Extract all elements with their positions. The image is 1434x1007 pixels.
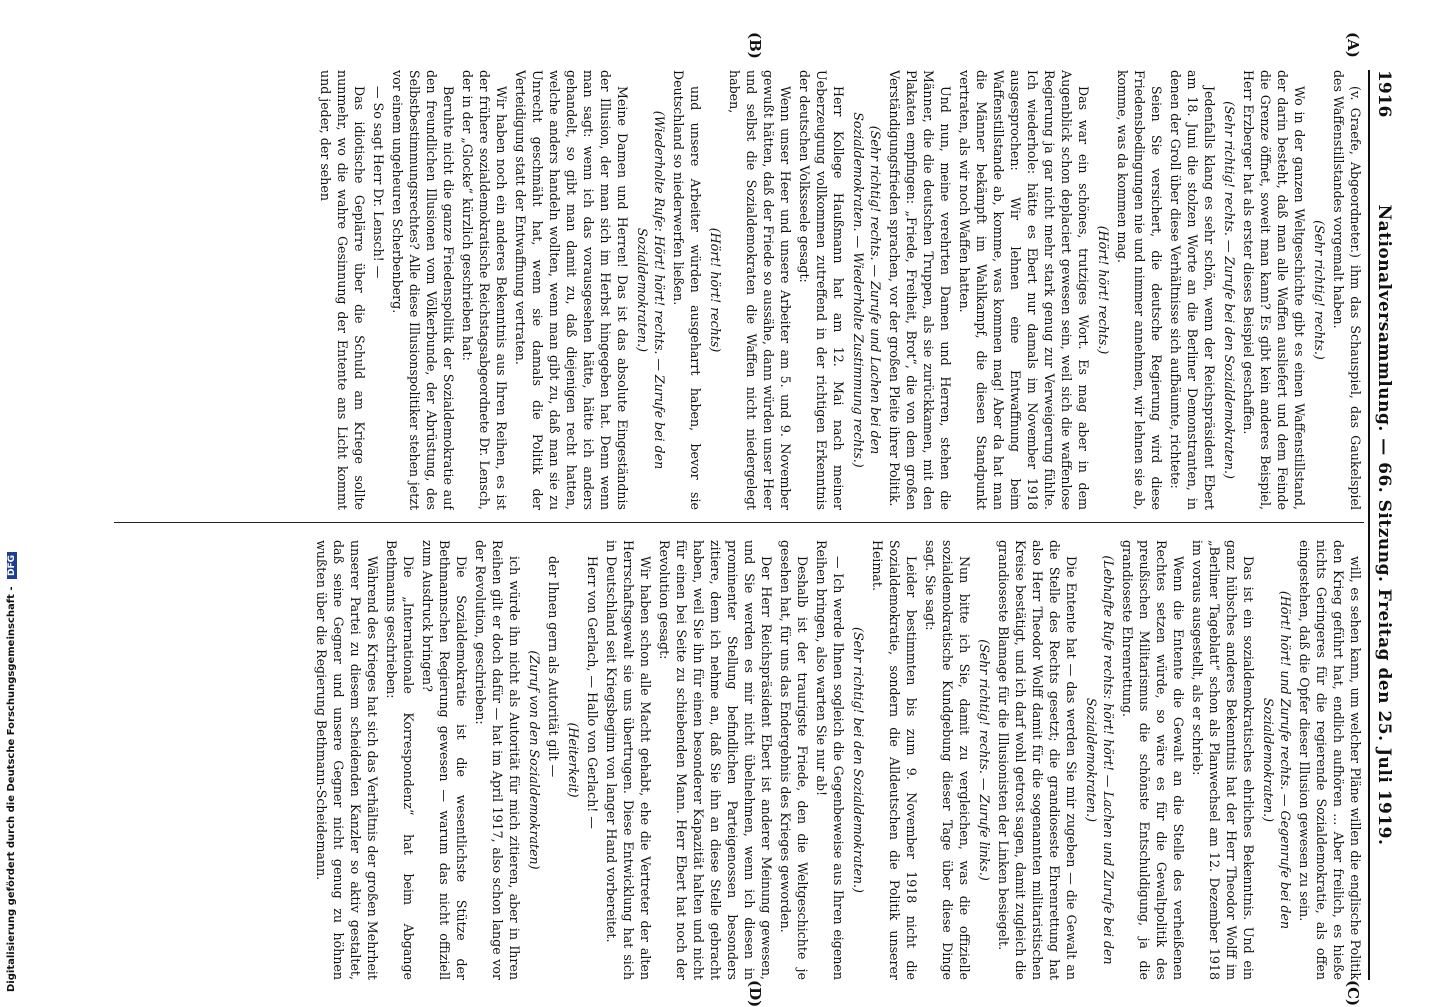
interjection-remark: (Sehr richtig! rechts.) <box>1312 220 1327 360</box>
text-paragraph: Wenn unser Heer und unsere Arbeiter am 5. und 9. November gewußt hätten, daß der Friede so aussähe, dann würden unser Heer und selbst die Sozialdemokraten die Waffen nicht niedergelegt haben, <box>727 70 793 510</box>
margin-mark-a: (A) <box>1344 32 1362 58</box>
margin-mark-c: (C) <box>1344 980 1362 1007</box>
text-paragraph: Herr von Gerlach, — Hallo von Gerlach! — <box>585 556 600 829</box>
text-paragraph: — So sagt Herr Dr. Lensch! — <box>371 86 386 279</box>
text-paragraph: Beruhte nicht die ganze Friedenspolitik der Sozialdemokratie auf den freundlichen Illusionen vom Völkerbunde, der Abrüstung, des Selbstbestimmungsrechtes? Alle diese Illusionspolitiker stehen jetzt vor einem ungeheuren Scherbenberg. <box>390 70 456 510</box>
text-paragraph: Seien Sie versichert, die deutsche Regierung wird diese Friedensbedingungen nie und nimmer annehmen, wir lehnen sie ab, komme, was da kommen mag. <box>1115 70 1164 510</box>
text-paragraph: Herr Kollege Haußmann hat am 12. Mai nach meiner Ueberzeugung vollkommen zutreffend in der richtigen Erkenntnis der deutschen Volksseele gesagt: <box>797 70 846 510</box>
interjection-remark: (Wiederholte Rufe: Hört! hört! rechts. — Zurufe bei den Sozialdemokraten.) <box>635 110 667 470</box>
text-paragraph: Nun bitte ich Sie, damit zu vergleichen, was die offizielle sozialdemokratische Kundgebung dieser Tage über diese Dinge sagt. Sie sagt: <box>923 540 972 980</box>
interjection-remark: (Hört! hört! rechts.) <box>1096 225 1111 355</box>
text-paragraph: Wo in der ganzen Weltgeschichte gibt es einen Waffenstillstand, der darin besteht, daß man alle Waffen ausliefert und dem Feinde die Grenze öffnet, soweit man kann? Es gibt kein anderes Beispiel, Herr Erzberger hat als erster dieses Beispiel geschaffen. <box>1241 70 1307 510</box>
interjection-remark: (Sehr richtig! bei den Sozialdemokraten.) <box>851 627 866 893</box>
margin-mark-b: (B) <box>746 32 764 59</box>
text-paragraph: (v. Graefe, Abgeordneter.) ihm das Schauspiel, das Gaukelspiel des Waffenstillstandes vorgemalt haben. <box>1331 70 1363 510</box>
text-paragraph: Und nun, meine verehrten Damen und Herren, stehen die Männer, die die deutschen Truppen, als sie zurückkamen, mit den Plakaten empfingen: „Friede, Freiheit, Brot“, die von dem großen Verständigungsfrieden sprachen, vor der großen Pleite ihrer Politik. <box>887 70 953 510</box>
text-paragraph: der Ihnen gern als Autorität gilt — <box>546 556 561 778</box>
text-paragraph: ich würde ihn nicht als Autorität für mich zitieren, aber in Ihren Reihen gilt er doch dafür — hat im April 1917, also schon lange vor der Revolution, geschrieben: <box>473 540 522 980</box>
interjection-remark: (Hört! hört! und Zurufe rechts. — Gegenrufe bei den Sozialdemokraten.) <box>1261 590 1293 930</box>
page-header-title: Nationalversammlung. — 66. Sitzung. Freitag den 25. Juli 1919. <box>1374 204 1394 846</box>
text-paragraph: Wenn die Entente die Gewalt an die Stelle des verheißenen Rechtes setzen würde, so wäre es für die Gewaltpolitik des preußischen Militarismus die schönste Entschuldigung, ja die grandioseste Ehrenrettung. <box>1120 540 1186 980</box>
dfg-logo-icon: DFG <box>7 552 17 579</box>
text-paragraph: Der Herr Reichspräsident Ebert ist anderer Meinung gewesen, und Sie werden es mir nicht übelnehmen, wenn ich diesen in prominenter Stellung befindlichen Parteigenossen besonders zitiere, denn ich nehme an, daß Sie ihn an diese Stelle gebracht haben, weil Sie ihn für einen besonderer Kapazität halten und nicht für einen bei Seite zu schiebenden Mann. Herr Ebert hat noch der Revolution gesagt: <box>657 540 774 980</box>
interjection-remark: (Sehr richtig! rechts. — Zurufe bei den Sozialdemokraten.) <box>1222 101 1237 479</box>
text-paragraph: — Ich werde Ihnen sogleich die Gegenbeweise aus Ihren eigenen Reihen bringen, also warten Sie nur ab! <box>814 540 846 980</box>
text-paragraph: und unsere Arbeiter würden ausgeharrt haben, bevor sie Deutschland so niederwerfen ließen. <box>671 70 703 510</box>
text-paragraph: Wir haben schon alle Macht gehabt, ehe die Vertreter der alten Herrschaftsgewalt sie uns übertrugen. Diese Entwicklung hat sich in Deutschland seit Kriegsbeginn von langer Hand vorbereitet. <box>604 540 653 980</box>
document-page <box>84 32 1394 1007</box>
text-paragraph: Wir haben noch ein anderes Bekenntnis aus Ihren Reihen, es ist der frühere sozialdemokratische Reichstagsabgeordnete Dr. Lensch, der in der „Glocke“ kürzlich geschrieben hat: <box>460 70 509 510</box>
interjection-remark: (Heiterkeit) <box>566 722 581 798</box>
text-paragraph: Das war ein schönes, trutziges Wort. Es mag aber in dem Augenblick schon deplaciert gewesen sein, weil sich die waffenlose Regierung ja gar nicht mehr stark genug zur Verweigerung fühlte. Ich wiederhole: hätte es Ebert nur damals im November 1918 ausgesprochen: Wir lehnen eine Entwaffnung beim Waffenstillstande ab, komme, was kommen mag! Aber da hat man die Männer bekämpft im Wahlkampf, die diesen Standpunkt vertraten, als wir noch Waffen hatten. <box>957 70 1091 510</box>
text-paragraph: Meine Damen und Herren! Das ist das absolute Eingeständnis der Illusion, der man sich im Herbst hingegeben hat. Denn wenn man sagt: wenn ich das vorausgesehen hätte, hätte ich anders gehandelt, so gibt man damit zu, daß diejenigen recht hatten, welche anders handeln wollten, wenn man gibt zu, daß man sie zu Unrecht geschmäht hat, wenn sie damals die Politik der Verteidigung statt der Entwaffnung vertraten. <box>513 70 630 510</box>
text-paragraph: Während des Krieges hat sich das Verhältnis der großen Mehrheit unserer Partei zu diesem scheidenden Kanzler so aktiv gestaltet, daß seine Gegner und unsere Gegner nicht genug zu höhnen wußten über die Regierung Bethmann-Scheidemann. <box>314 540 380 980</box>
text-paragraph: Das ist ein sozialdemokratisches ehrliches Bekenntnis. Und ein ganz hübsches anderes Bekenntnis hat der Herr Theodor Wolff im „Berliner Tageblatt“ schon als Planwechsel am 12. Dezember 1918 im voraus ausgestellt, als er schrieb: <box>1190 540 1256 980</box>
text-paragraph: Die „Internationale Korrespondenz“ hat beim Abgange Bethmanns geschrieben: <box>384 540 416 980</box>
interjection-remark: (Lebhafte Rufe rechts: hört! hört! — Lachen und Zurufe bei den Sozialdemokraten.) <box>1084 555 1116 965</box>
left-text-column <box>104 70 1364 510</box>
interjection-remark: (Hört! hört! rechts) <box>708 227 723 353</box>
interjection-remark: (Zuruf von den Sozialdemokraten) <box>527 650 542 870</box>
text-paragraph: Leider bestimmten bis zum 9. November 1918 nicht die Sozialdemokratie, sondern die Alldeutschen die Politik unserer Heimat. <box>870 540 919 980</box>
interjection-remark: (Sehr richtig! rechts. — Zurufe links.) <box>977 639 992 881</box>
text-paragraph: Das idiotische Geplärre über die Schuld am Kriege sollte nunmehr, wo die wahre Gesinnung der Entente ans Licht kommt und jeder, der sehen <box>318 70 367 510</box>
right-text-column <box>104 540 1364 980</box>
digitization-credit-text: Digitalisierung gefördert durch die Deutsche Forschungsgemeinschaft - <box>6 586 17 992</box>
text-paragraph: will, es sehen kann, um welcher Pläne willen die englische Politik den Krieg geführt hat, endlich aufhören ... Aber freilich, es hieße nichts Geringeres für die regierende Sozialdemokratie, als offen eingestehen, daß die Opfer dieser Illusion gewesen zu sein. <box>1297 540 1363 980</box>
text-paragraph: Die Entente hat — das werden Sie mir zugeben — die Gewalt an die Stelle des Rechts gesetzt; die grandioseste Ehrenrettung hat also Herr Theodor Wolff damit für die sogenannten militaristischen Kreise bestätigt, und ich darf wohl getrost sagen, damit zugleich die grandioseste Blamage für die Illusionisten der Linken besiegelt. <box>996 540 1079 980</box>
margin-mark-d: (D) <box>746 980 764 1007</box>
column-divider <box>114 522 1364 523</box>
interjection-remark: (Sehr richtig! rechts. — Zurufe und Lachen bei den Sozialdemokraten. — Wiederholte Zustimmung rechts.) <box>851 112 883 468</box>
text-paragraph: Jedenfalls klang es sehr schön, wenn der Reichspräsident Ebert am 18. Juni die stolzen Worte an die Berliner Demonstranten, in denen der Groll über diese Verhältnisse sich aufbäumte, richtete: <box>1168 70 1217 510</box>
digitization-credit <box>6 0 20 992</box>
text-paragraph: Deshalb ist der traurigste Friede, den die Weltgeschichte je gesehen hat, für uns das Endergebnis des Krieges geworden. <box>778 540 810 980</box>
page-number: 1916 <box>1374 70 1394 118</box>
text-paragraph: Die Sozialdemokratie ist die wesentlichste Stütze der Bethmannschen Regierung gewesen — warum das nicht offiziell zum Ausdruck bringen? <box>420 540 469 980</box>
running-head <box>1368 70 1394 980</box>
